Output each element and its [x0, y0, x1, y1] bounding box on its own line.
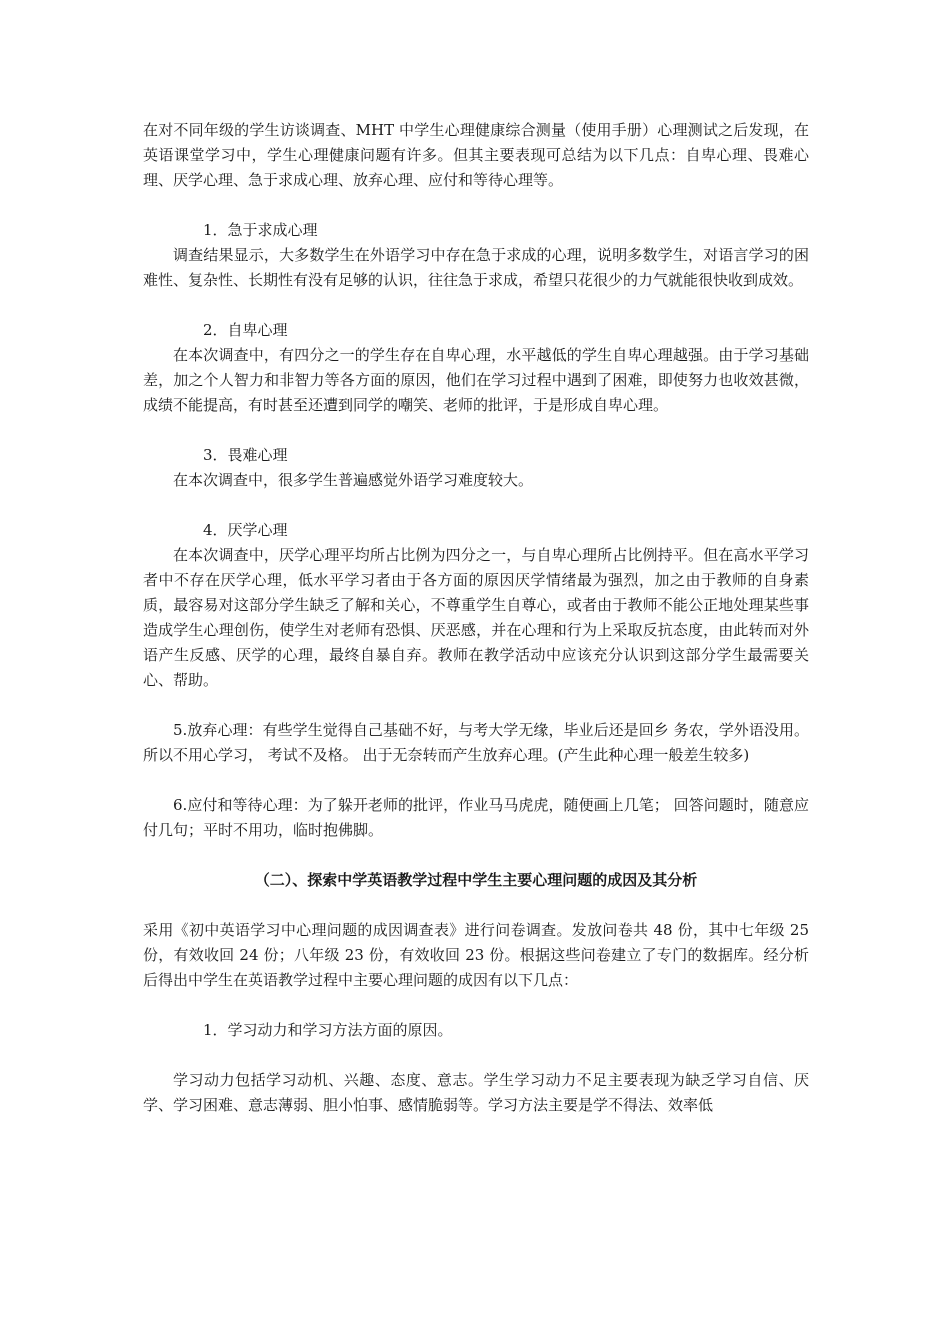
item-heading-1: 1．急于求成心理	[203, 221, 318, 239]
section-title: （二）、探索中学英语教学过程中学生主要心理问题的成因及其分析	[254, 871, 698, 889]
document-body	[143, 118, 809, 1118]
intro-paragraph: 在对不同年级的学生访谈调查、MHT 中学生心理健康综合测量（使用手册）心理测试之后发现，在英语课堂学习中，学生心理健康问题有许多。但其主要表现可总结为以下几点：自卑心理、畏难心理、厌学心理、急于求成心理、放弃心理、应付和等待心理等。	[143, 121, 809, 189]
item-6-paragraph: 6.应付和等待心理：为了躲开老师的批评，作业马马虎虎，随便画上几笔； 回答问题时，随意应付几句；平时不用功，临时抱佛脚。	[143, 796, 809, 839]
item-heading-4: 4．厌学心理	[203, 521, 288, 539]
cause-body-1: 学习动力包括学习动机、兴趣、态度、意志。学生学习动力不足主要表现为缺乏学习自信、厌学、学习困难、意志薄弱、胆小怕事、感情脆弱等。学习方法主要是学不得法、效率低	[143, 1071, 809, 1114]
item-heading-2: 2．自卑心理	[203, 321, 288, 339]
survey-paragraph: 采用《初中英语学习中心理问题的成因调查表》进行问卷调查。发放问卷共 48 份，其中七年级 25 份，有效收回 24 份；八年级 23 份，有效收回 23 份。根据这些问卷建立了专门的数据库。经分析后得出中学生在英语教学过程中主要心理问题的成因有以下几点：	[143, 921, 809, 989]
item-heading-3: 3．畏难心理	[203, 446, 288, 464]
item-body-4: 在本次调查中，厌学心理平均所占比例为四分之一，与自卑心理所占比例持平。但在高水平学习者中不存在厌学心理，低水平学习者由于各方面的原因厌学情绪最为强烈，加之由于教师的自身素质，最容易对这部分学生缺乏了解和关心，不尊重学生自尊心，或者由于教师不能公正地处理某些事造成学生心理创伤，使学生对老师有恐惧、厌恶感，并在心理和行为上采取反抗态度，由此转而对外语产生反感、厌学的心理，最终自暴自弃。教师在教学活动中应该充分认识到这部分学生最需要关心、帮助。	[143, 546, 809, 689]
item-5-paragraph: 5.放弃心理：有些学生觉得自己基础不好，与考大学无缘，毕业后还是回乡 务农，学外语没用。 所以不用心学习， 考试不及格。 出于无奈转而产生放弃心理。(产生此种心理一般差生较多)	[143, 721, 809, 764]
item-body-2: 在本次调查中，有四分之一的学生存在自卑心理，水平越低的学生自卑心理越强。由于学习基础差，加之个人智力和非智力等各方面的原因，他们在学习过程中遇到了困难，即使努力也收效甚微，成绩不能提高，有时甚至还遭到同学的嘲笑、老师的批评，于是形成自卑心理。	[143, 346, 809, 414]
item-body-1: 调查结果显示，大多数学生在外语学习中存在急于求成的心理，说明多数学生，对语言学习的困难性、复杂性、长期性有没有足够的认识，往往急于求成，希望只花很少的力气就能很快收到成效。	[143, 246, 809, 289]
item-body-3: 在本次调查中，很多学生普遍感觉外语学习难度较大。	[173, 471, 534, 489]
cause-heading-1: 1．学习动力和学习方法方面的原因。	[203, 1021, 453, 1039]
